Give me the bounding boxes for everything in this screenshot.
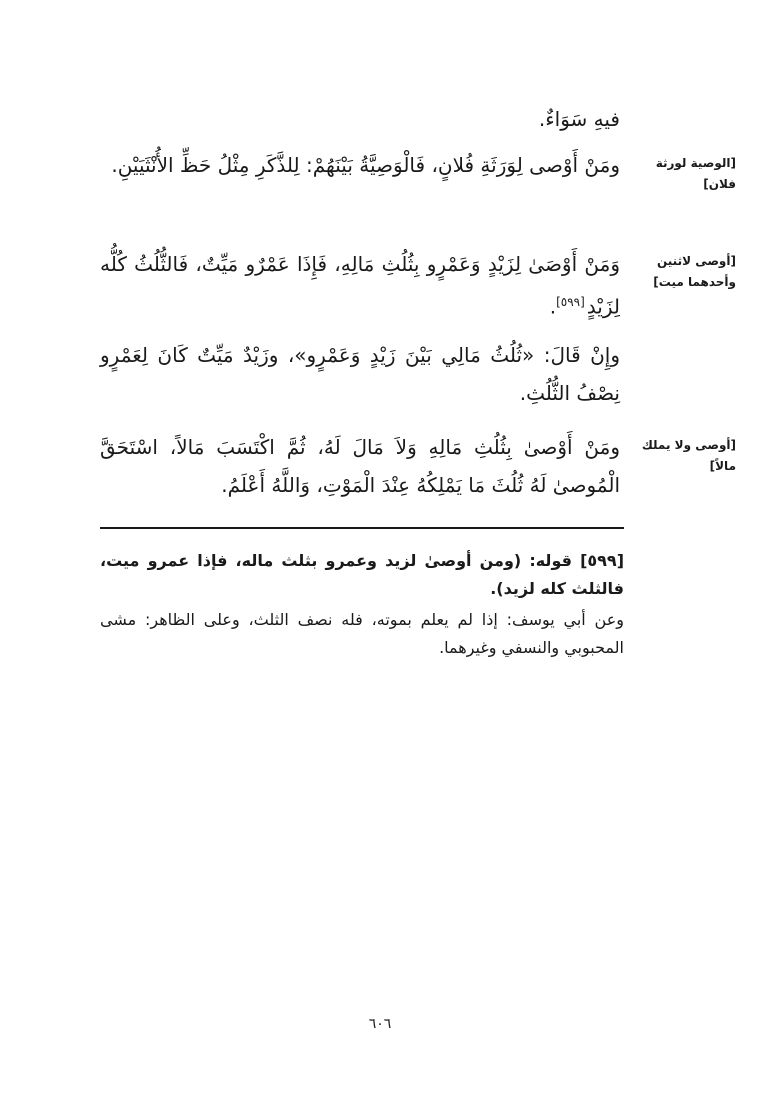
paragraph-punctuation: . — [549, 294, 557, 319]
paragraph-text: ومَنْ أَوْصىٰ بِثُلُثِ مَالِهِ وَلاَ مَالَ لَهُ، ثُمَّ اكْتَسَبَ مَالاً، اسْتَحَقَّ الْمُوصىٰ لَهُ ثُلُثَ مَا يَمْلِكُهُ عِنْدَ الْمَوْتِ، وَاللَّهُ أَعْلَمُ. — [100, 435, 620, 497]
body-paragraph — [100, 336, 620, 412]
paragraph-text: فيهِ سَوَاءٌ. — [538, 107, 620, 131]
footnote: [٥٩٩] قوله: (ومن أوصىٰ لزيد وعمرو بثلث ماله، فإذا عمرو ميت، فالثلث كله لزيد). — [100, 551, 624, 598]
margin-note: [أوصى لاثنين وأحدهما ميت] — [653, 254, 736, 289]
margin-note: [أوصى ولا يملك مالاً] — [641, 438, 736, 473]
footnote-commentary: وعن أبي يوسف: إذا لم يعلم بموته، فله نصف الثلث، وعلى الظاهر: مشى المحبوبي والنسفي وغيرهما. — [100, 610, 624, 657]
paragraph-text: ومَنْ أَوْصى لِوَرَثَةِ فُلانٍ، فَالْوَصِيَّةُ بَيْنَهُمْ: لِلذَّكَرِ مِثْلُ حَظِّ الأُنْثَيَيْنِ. — [111, 153, 620, 177]
body-paragraph — [100, 428, 620, 504]
margin-note: [الوصية لورثة فلان] — [655, 156, 736, 191]
body-paragraph — [100, 245, 620, 326]
footnote-separator — [100, 527, 624, 529]
paragraph-text: وإِنْ قَالَ: «ثُلُثُ مَالِي بَيْنَ زَيْدٍ وَعَمْرٍو»، وزَيْدٌ مَيِّتٌ كَانَ لِعَمْرٍو نِصْفُ الثُّلُثِ. — [100, 343, 620, 405]
footnote-reference[interactable]: [٥٩٩] — [556, 295, 585, 309]
page-number: ٦٠٦ — [368, 1016, 392, 1032]
paragraph-text: وَمَنْ أَوْصَىٰ لِزَيْدٍ وَعَمْرٍو بِثُلُثِ مَالِهِ، فَإِذَا عَمْرٌو مَيِّتٌ، فَالثُّلُثُ كُلُّه لِزَيْدٍ — [100, 252, 620, 319]
body-paragraph — [100, 146, 620, 184]
body-paragraph — [100, 100, 620, 138]
